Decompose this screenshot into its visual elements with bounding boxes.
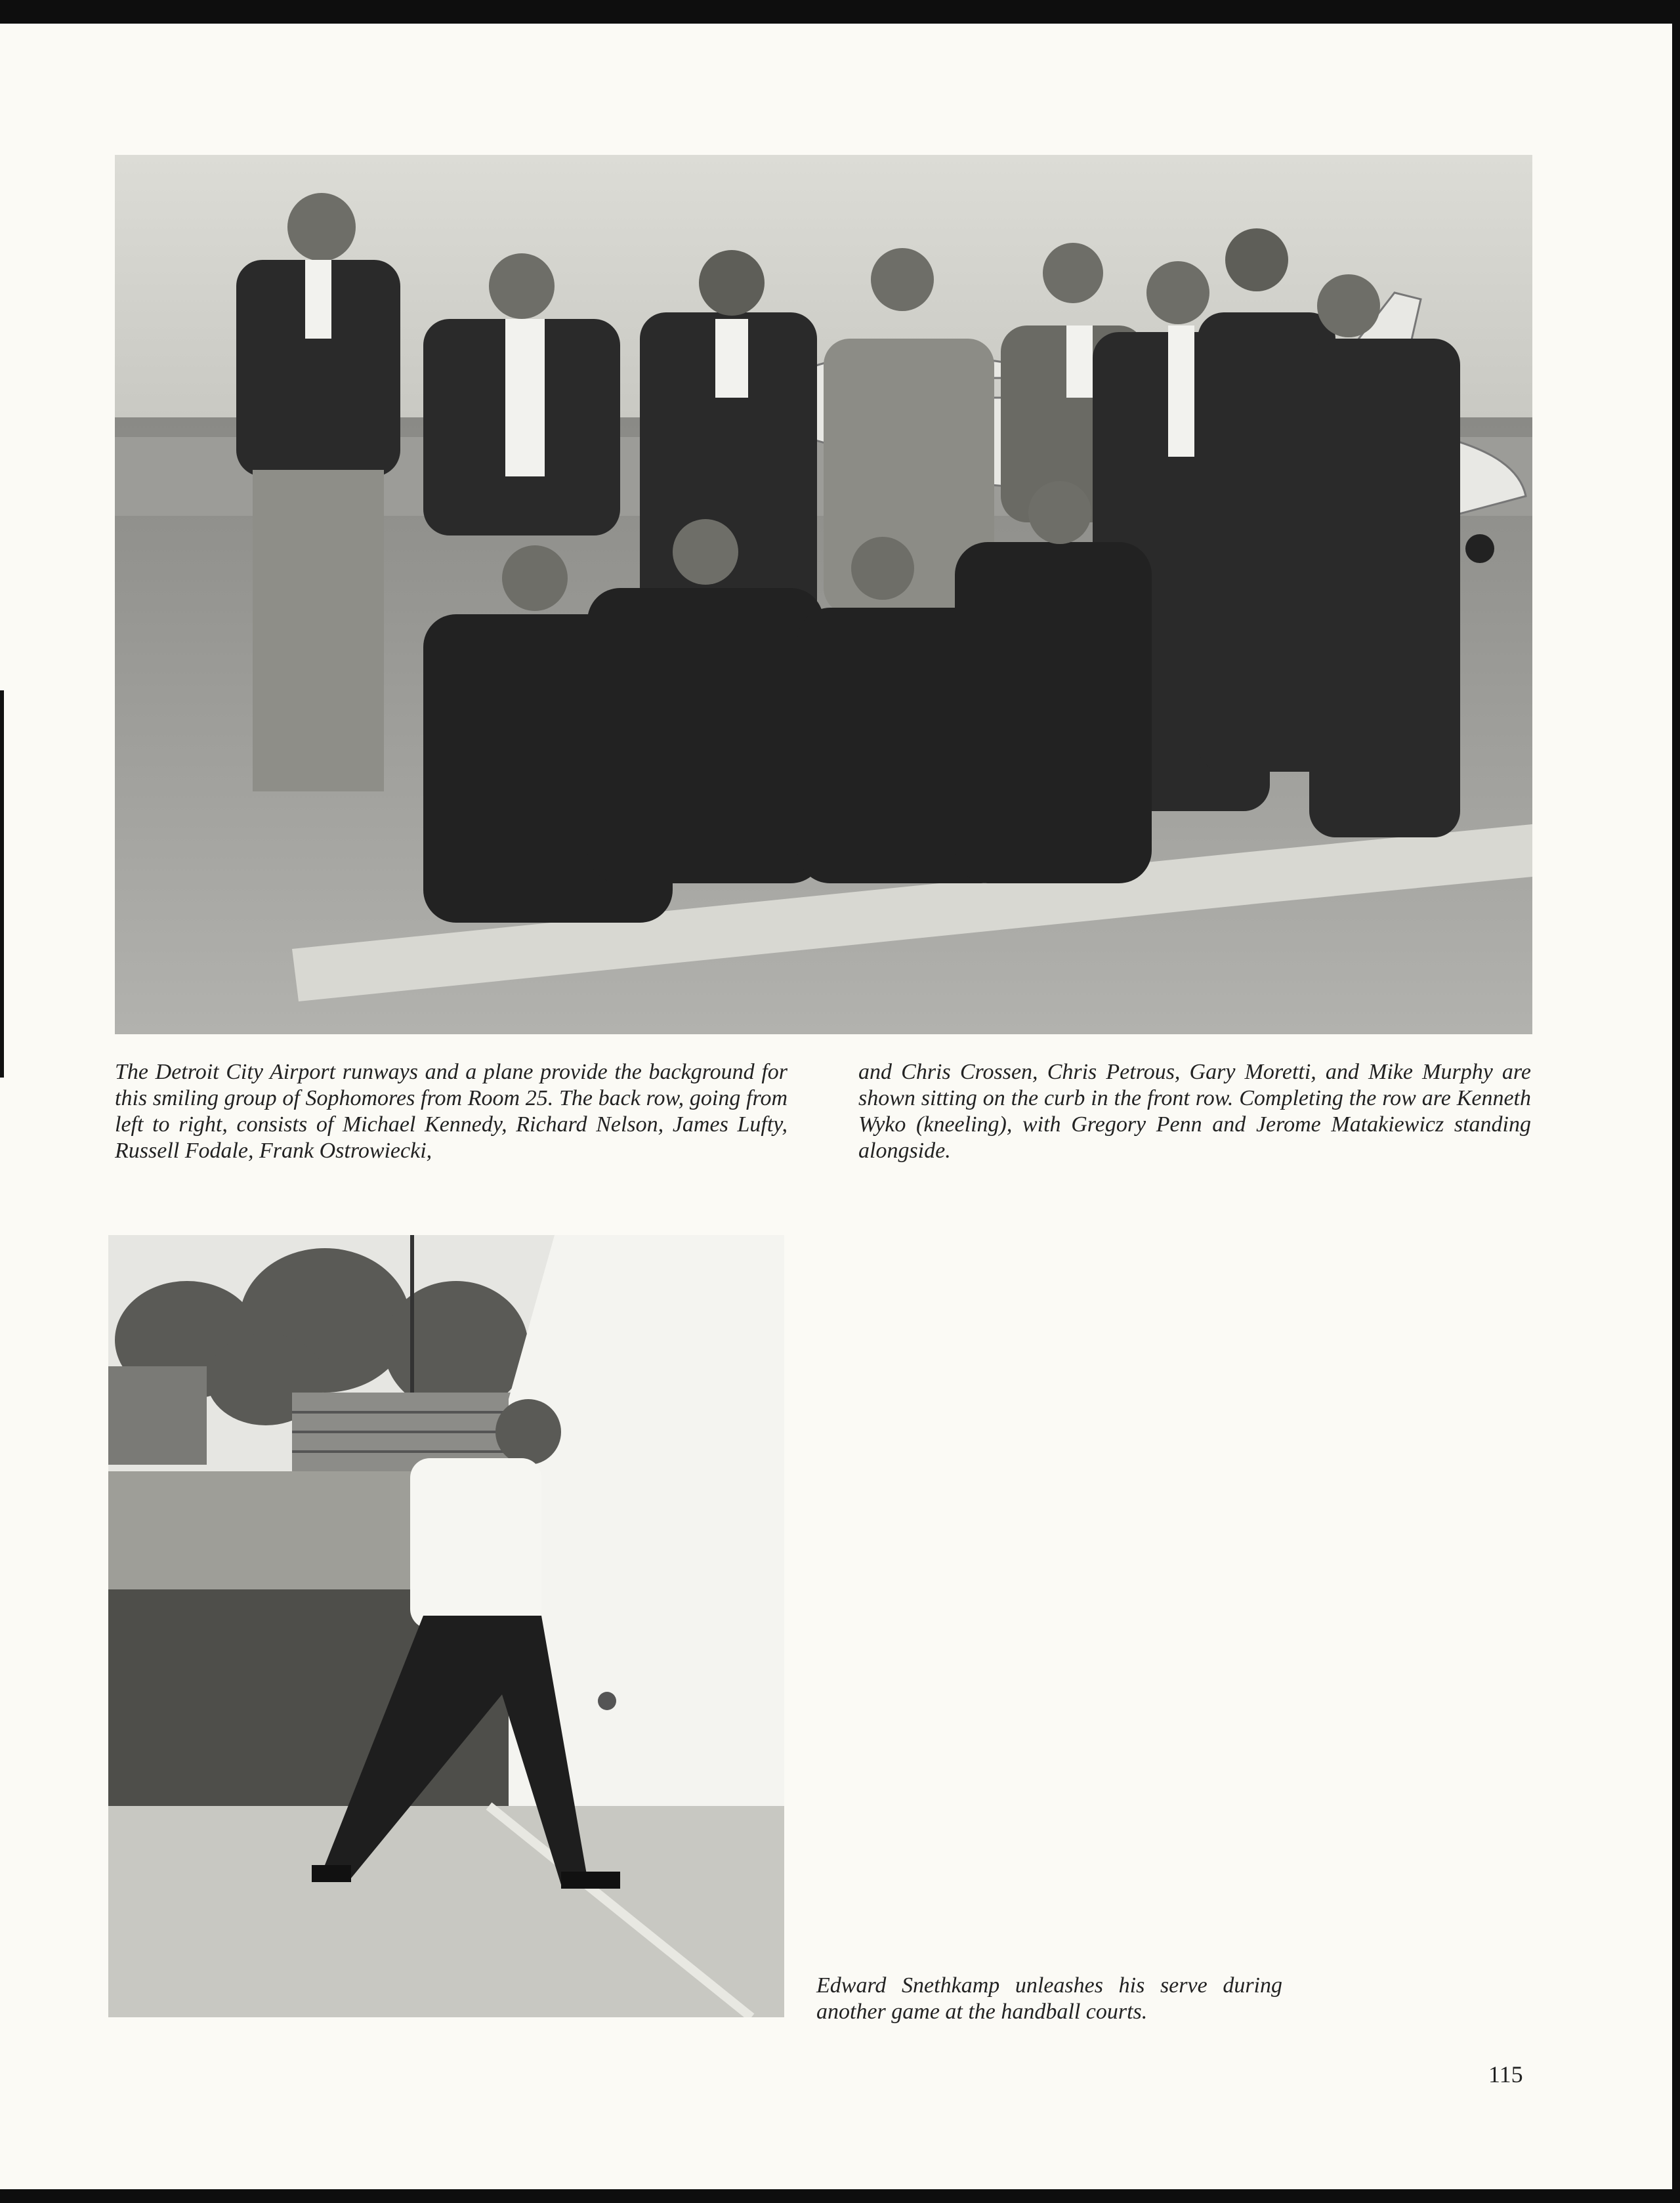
- group-caption-left: The Detroit City Airport runways and a plane provide the background for this smiling group of Sophomores from Room 25. The back row, going from left to right, consists of Michael Kennedy, Richard Nelson, James Lufty, Russell Fodale, Frank Ostrowiecki,: [115, 1060, 788, 1163]
- group-photo: [115, 155, 1532, 1034]
- group-photo-image: [115, 155, 1532, 1034]
- left-edge-mark: [0, 690, 4, 1078]
- handball-photo-image: [108, 1235, 784, 2017]
- group-caption-right: and Chris Crossen, Chris Petrous, Gary Moretti, and Mike Murphy are shown sitting on the curb in the front row. Completing the row are Kenneth Wyko (kneeling), with Gregory Penn and Jerome Matakiewicz standing alongside.: [858, 1060, 1531, 1163]
- handball-photo: [108, 1235, 784, 2017]
- page-number: 115: [1488, 2061, 1523, 2088]
- handball-caption: Edward Snethkamp unleashes his serve during another game at the handball courts.: [816, 1973, 1282, 2024]
- yearbook-page: [0, 24, 1672, 2189]
